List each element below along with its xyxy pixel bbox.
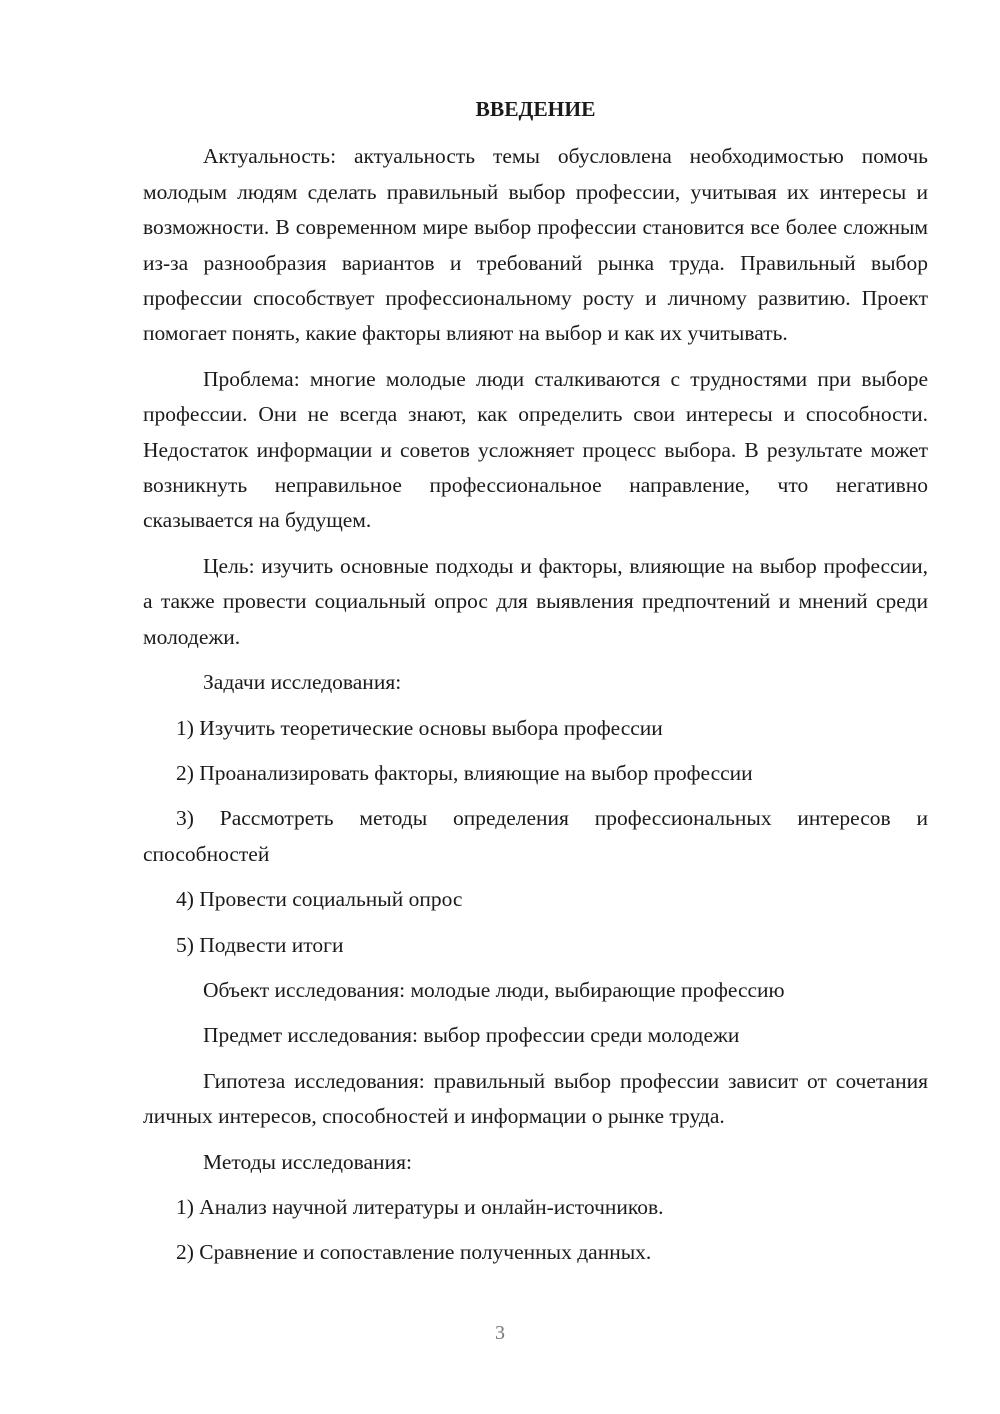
- task-item-2: 2) Проанализировать факторы, влияющие на выбор профессии: [176, 760, 753, 785]
- task-item-4: 4) Провести социальный опрос: [176, 887, 463, 912]
- method-item-1: 1) Анализ научной литературы и онлайн-источников.: [176, 1194, 664, 1219]
- relevance-paragraph: Актуальность: актуальность темы обусловлена необходимостью помочь молодым людям сделать правильный выбор профессии, учитывая их интересы и возможности. В современном мире выбор профессии становится все более сложным из-за разнообразия вариантов и требований рынка труда. Правильный выбор профессии способствует профессиональному росту и личному развитию. Проект помогает понять, какие факторы влияют на выбор и как их учитывать.: [143, 144, 928, 346]
- tasks-heading: Задачи исследования:: [203, 670, 402, 695]
- research-hypothesis: Гипотеза исследования: правильный выбор профессии зависит от сочетания личных интересов, способностей и информации о рынке труда.: [143, 1068, 928, 1129]
- page-number: 3: [495, 1322, 505, 1344]
- problem-paragraph: Проблема: многие молодые люди сталкиваются с трудностями при выборе профессии. Они не всегда знают, как определить свои интересы и способности. Недостаток информации и советов усложняет процесс выбора. В результате может возникнуть неправильное профессиональное направление, что негативно сказывается на будущем.: [143, 366, 928, 533]
- task-item-5: 5) Подвести итоги: [176, 932, 344, 957]
- task-item-1: 1) Изучить теоретические основы выбора профессии: [176, 715, 663, 740]
- methods-heading: Методы исследования:: [203, 1149, 412, 1174]
- research-subject: Предмет исследования: выбор профессии среди молодежи: [203, 1023, 740, 1048]
- task-item-3: 3) Рассмотреть методы определения профессиональных интересов и способностей: [143, 806, 928, 866]
- research-object: Объект исследования: молодые люди, выбирающие профессию: [203, 977, 785, 1002]
- page-content: [143, 92, 928, 1281]
- goal-paragraph: Цель: изучить основные подходы и факторы, влияющие на выбор профессии, а также провести социальный опрос для выявления предпочтений и мнений среди молодежи.: [143, 553, 928, 649]
- method-item-2: 2) Сравнение и сопоставление полученных данных.: [176, 1240, 652, 1265]
- section-title: ВВЕДЕНИЕ: [475, 97, 596, 121]
